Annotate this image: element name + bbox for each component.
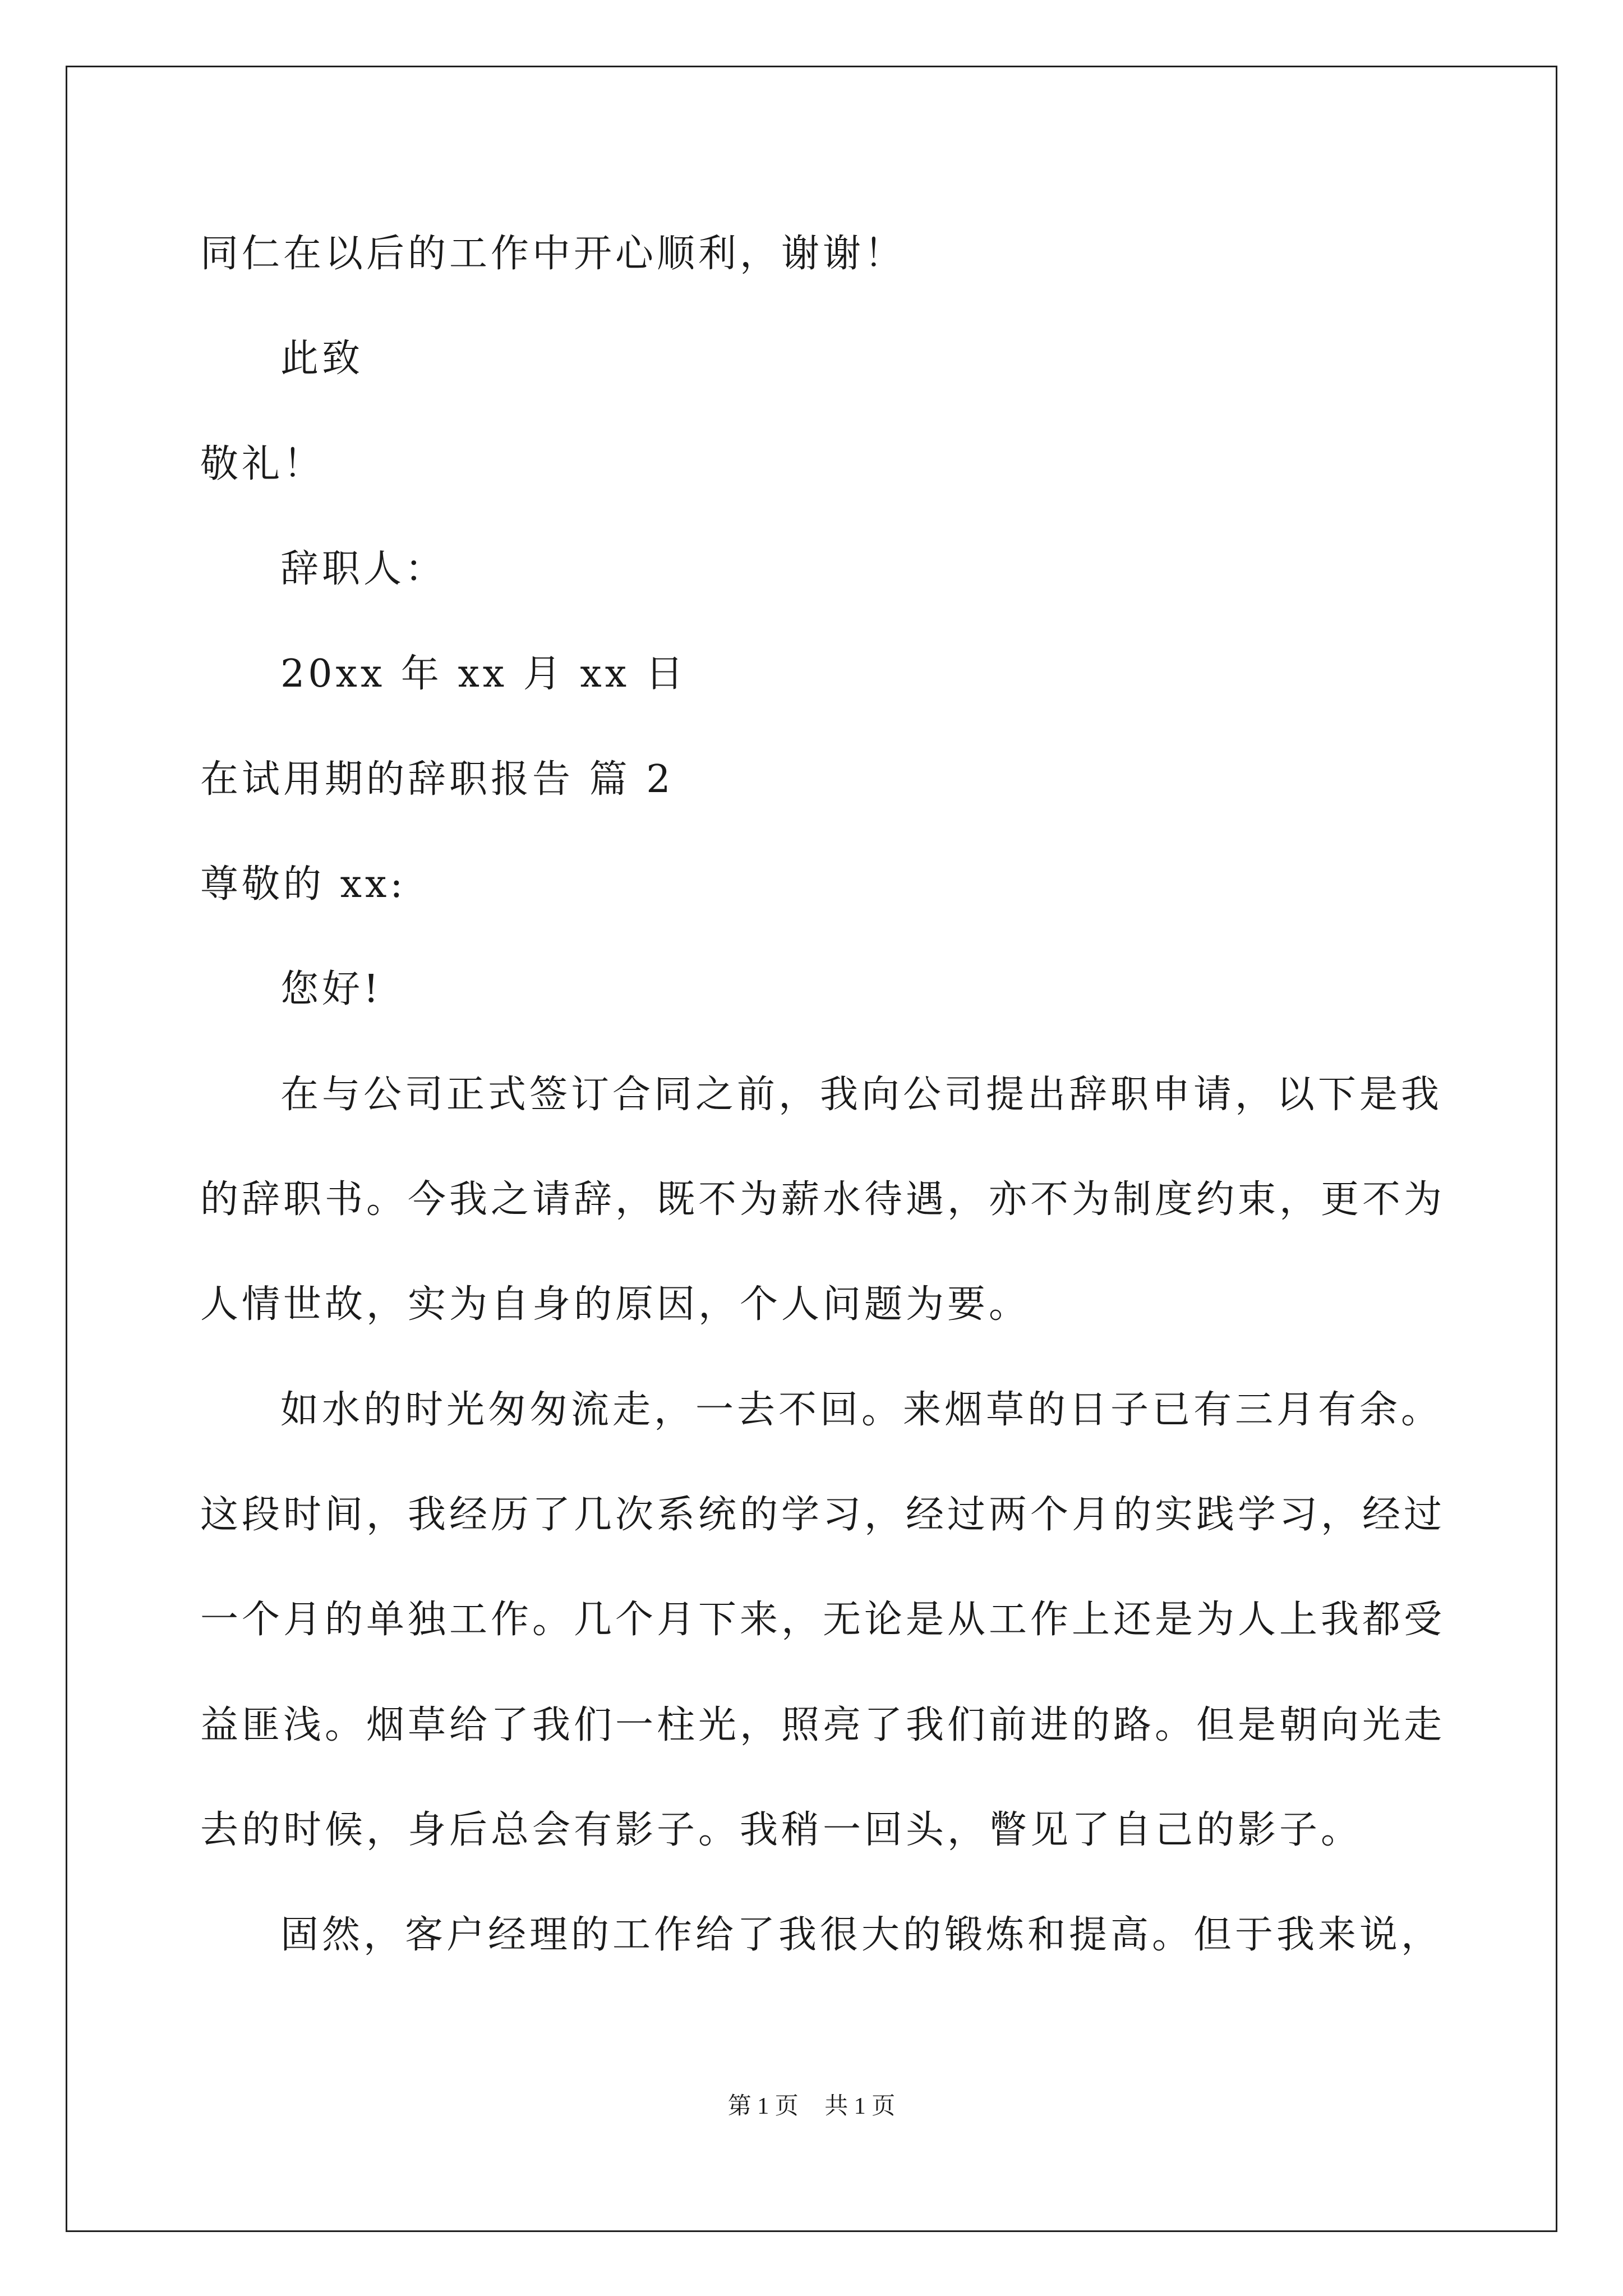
date-line: 20xx 年 xx 月 xx 日: [280, 652, 687, 696]
page-footer: [0, 2092, 1623, 2120]
body-line: 益匪浅。烟草给了我们一柱光，照亮了我们前进的路。但是朝向光走: [200, 1703, 1446, 1747]
body-line: 去的时候，身后总会有影子。我稍一回头，瞥见了自己的影子。: [200, 1808, 1363, 1852]
page-border: [66, 66, 1557, 2232]
respect-closing: 敬礼！: [200, 442, 325, 486]
addressee: 尊敬的 xx:: [200, 862, 407, 907]
resigner-label: 辞职人：: [280, 547, 447, 591]
body-line: 一个月的单独工作。几个月下来，无论是从工作上还是为人上我都受: [200, 1598, 1446, 1642]
body-line: 的辞职书。今我之请辞，既不为薪水待遇，亦不为制度约束，更不为: [200, 1177, 1446, 1222]
body-line: 在与公司正式签订合同之前，我向公司提出辞职申请，以下是我: [280, 1073, 1443, 1117]
body-line: 如水的时光匆匆流走，一去不回。来烟草的日子已有三月有余。: [280, 1388, 1443, 1432]
page-number: 第 1 页: [727, 2093, 799, 2119]
body-line: 人情世故，实为自身的原因，个人问题为要。: [200, 1282, 1031, 1327]
closing-line: 同仁在以后的工作中开心顺利，谢谢！: [200, 232, 906, 276]
page-total: 共 1 页: [824, 2093, 896, 2119]
section-heading: 在试用期的辞职报告 篇 2: [200, 757, 674, 802]
body-line: 固然，客户经理的工作给了我很大的锻炼和提高。但于我来说，: [280, 1913, 1443, 1957]
body-line: 这段时间，我经历了几次系统的学习，经过两个月的实践学习，经过: [200, 1493, 1446, 1537]
salutation: 此致: [280, 337, 364, 381]
greeting: 您好!: [280, 967, 382, 1011]
